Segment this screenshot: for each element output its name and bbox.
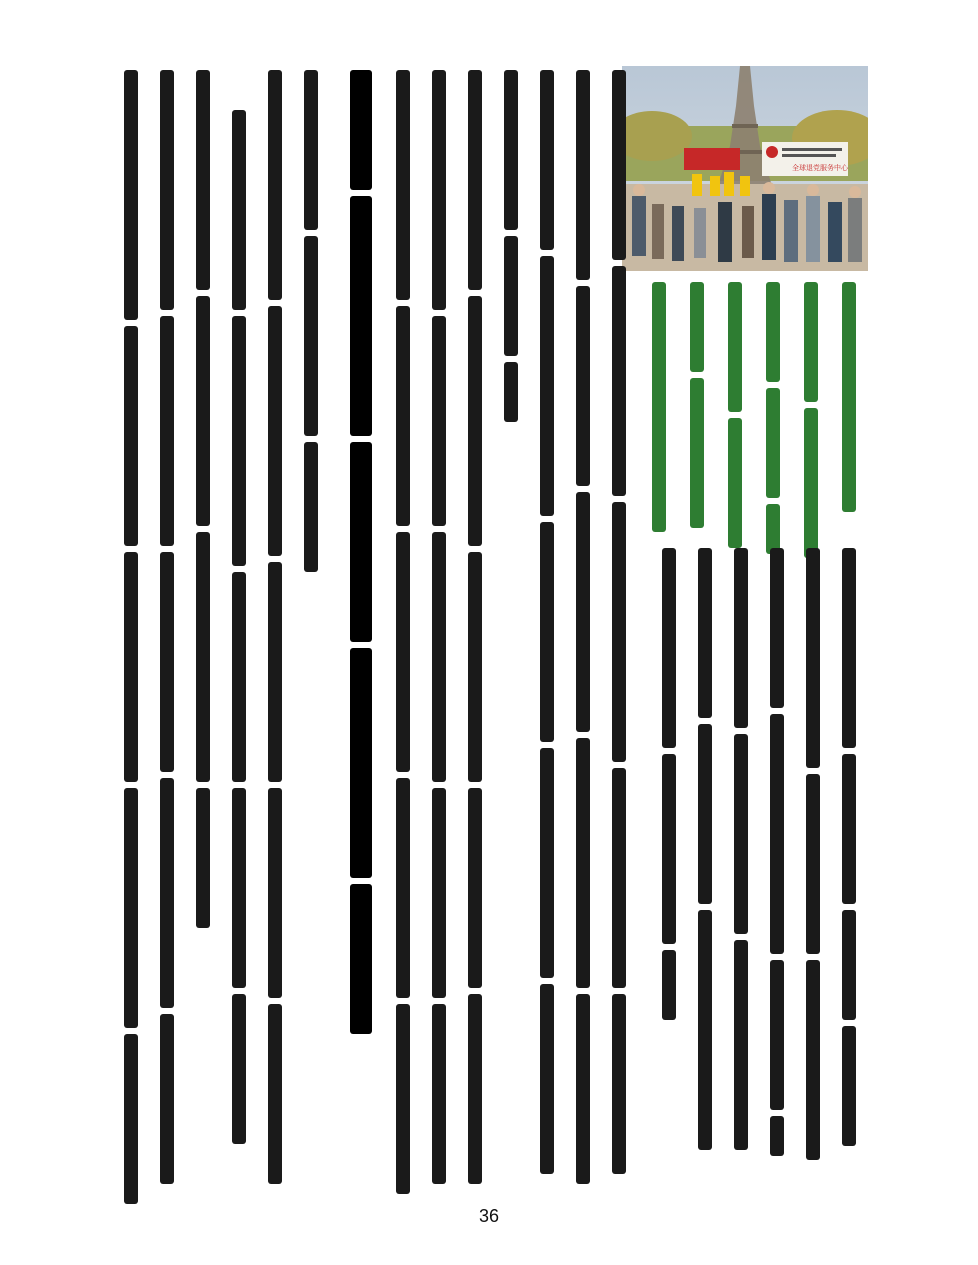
text-column xyxy=(612,70,626,1180)
caption-column xyxy=(766,282,780,560)
text-column xyxy=(124,70,138,1210)
caption-column xyxy=(652,282,666,538)
text-column xyxy=(698,548,712,1156)
text-column xyxy=(232,110,246,1150)
text-column xyxy=(196,70,210,934)
text-column xyxy=(304,70,318,578)
text-column xyxy=(160,70,174,1190)
text-column xyxy=(504,70,518,428)
text-column xyxy=(662,548,676,1026)
photo-eiffel-tower-gathering xyxy=(622,66,868,271)
caption-column xyxy=(842,282,856,518)
text-column xyxy=(770,548,784,1162)
text-column xyxy=(540,70,554,1180)
caption-column xyxy=(804,282,818,564)
caption-column xyxy=(690,282,704,534)
text-column xyxy=(268,70,282,1190)
text-column xyxy=(842,548,856,1152)
section-heading xyxy=(350,70,372,1040)
text-column xyxy=(432,70,446,1190)
banner-text: 全球退党服务中心 xyxy=(792,164,848,172)
text-column xyxy=(396,70,410,1200)
page-number: 36 xyxy=(478,1206,500,1226)
caption-column xyxy=(728,282,742,554)
text-column xyxy=(468,70,482,1190)
text-column xyxy=(806,548,820,1166)
text-column xyxy=(576,70,590,1190)
text-column xyxy=(734,548,748,1156)
